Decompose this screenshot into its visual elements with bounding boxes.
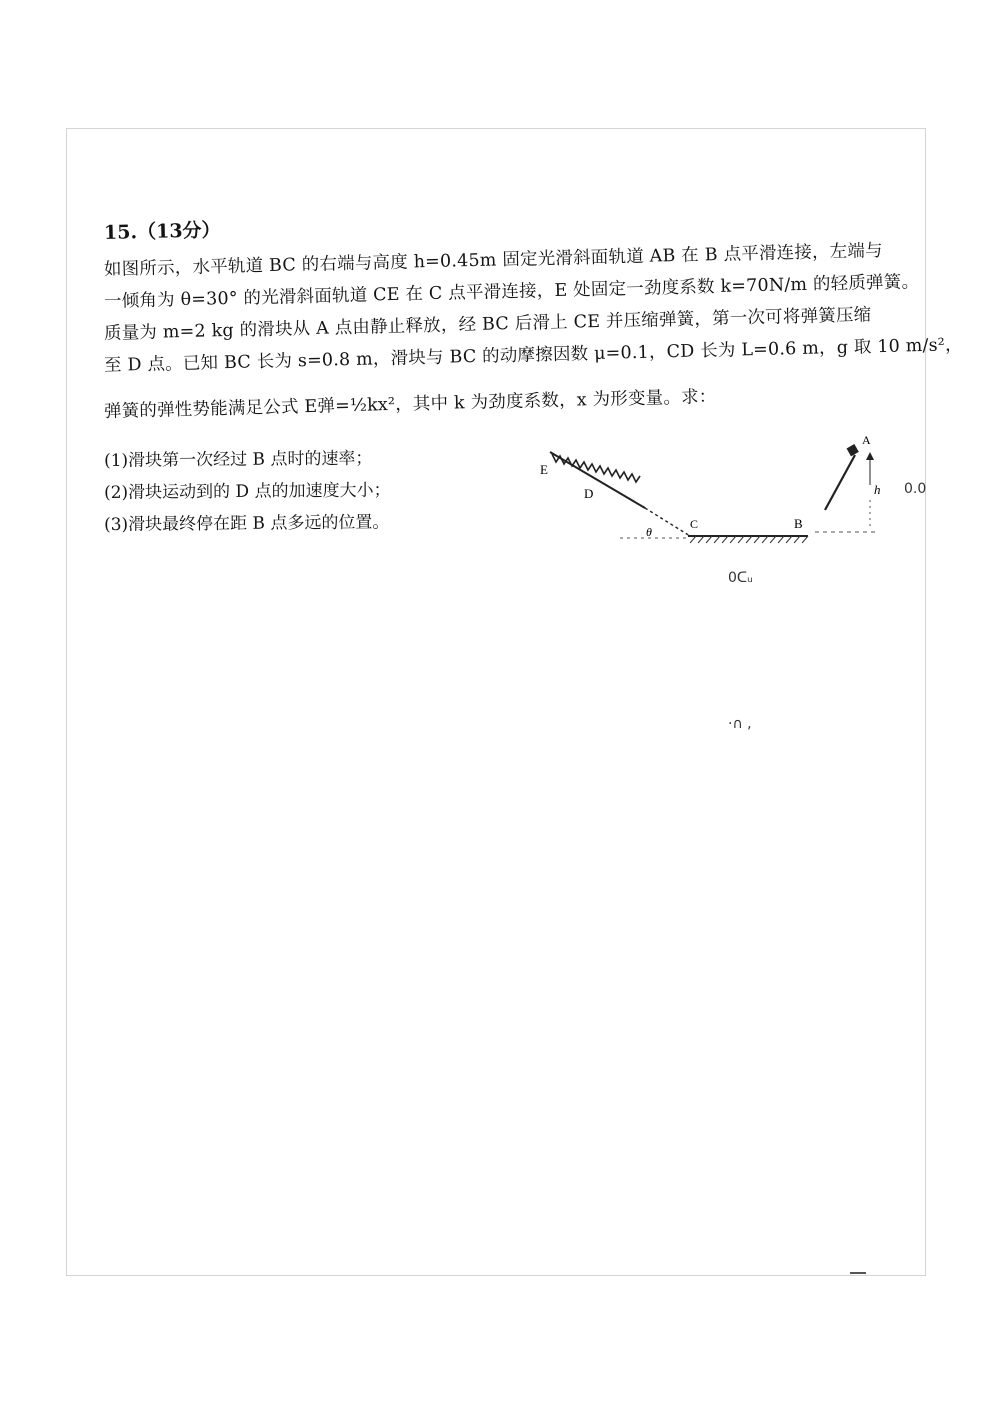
horizontal-track-bc: [620, 532, 875, 543]
label-h: h: [874, 482, 881, 497]
subquestion-2: (2)滑块运动到的 D 点的加速度大小；: [103, 480, 391, 503]
question-number: 15.（13分）: [103, 219, 221, 244]
stray-mark-2: 0ᑕᵤ: [728, 570, 753, 586]
question-line-5: 弹簧的弹性势能满足公式 E弹=½kx²，其中 k 为劲度系数，x 为形变量。求：: [103, 387, 717, 422]
stray-mark-1: 0.0: [904, 481, 927, 497]
subquestion-3: (3)滑块最终停在距 B 点多远的位置。: [103, 512, 390, 535]
question-line-1: 如图所示，水平轨道 BC 的右端与高度 h=0.45m 固定光滑斜面轨道 AB 在 B 点平滑连接，左端与: [103, 240, 884, 280]
arrow-up-icon: [866, 452, 874, 460]
question-line-3: 质量为 m=2 kg 的滑块从 A 点由静止释放，经 BC 后滑上 CE 并压缩弹簧，第一次可将弹簧压缩: [103, 305, 872, 344]
label-theta: θ: [646, 525, 652, 539]
spring-icon: [552, 454, 640, 482]
slider-block-icon: [847, 444, 859, 456]
subquestion-1: (1)滑块第一次经过 B 点时的速率；: [103, 448, 373, 471]
question-line-2: 一倾角为 θ=30° 的光滑斜面轨道 CE 在 C 点平滑连接，E 处固定一劲度系数 k=70N/m 的轻质弹簧。: [103, 272, 920, 312]
corner-mark: [850, 1272, 866, 1274]
label-c: C: [690, 517, 699, 531]
label-a: A: [862, 433, 871, 447]
label-d: D: [584, 486, 594, 501]
label-e: E: [540, 462, 548, 477]
stray-mark-3: ·∩ ,: [728, 716, 752, 732]
question-line-4: 至 D 点。已知 BC 长为 s=0.8 m，滑块与 BC 的动摩擦因数 μ=0.1，CD 长为 L=0.6 m，g 取 10 m/s²，: [103, 335, 963, 376]
left-incline-ce: [550, 452, 690, 536]
label-b: B: [794, 516, 803, 531]
right-incline-ab: [825, 444, 874, 530]
